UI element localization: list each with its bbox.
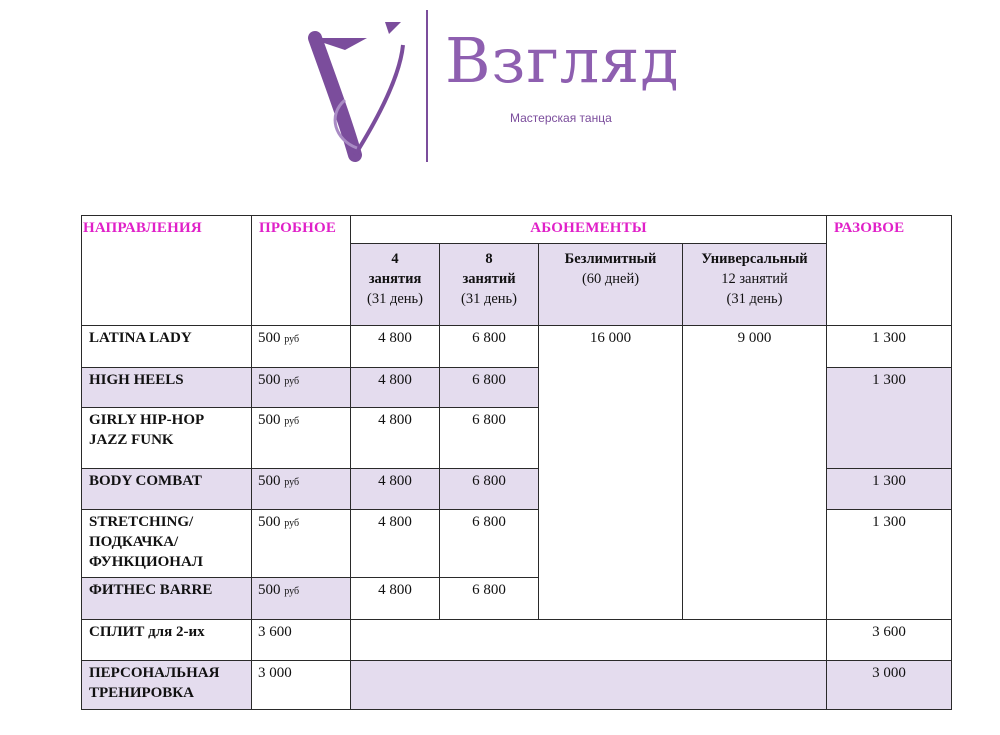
- row-single-price: 1 300: [826, 468, 952, 510]
- brand-logo: [305, 0, 685, 165]
- row-empty-subscriptions: [350, 619, 827, 661]
- row-price-4: 4 800: [350, 407, 440, 469]
- row-trial-price: 500 руб: [251, 367, 351, 408]
- row-price-8: 6 800: [439, 325, 539, 368]
- header-trial: ПРОБНОЕ: [251, 215, 351, 326]
- header-subscriptions: АБОНЕМЕНТЫ: [350, 215, 827, 244]
- subheader-universal: Универсальный 12 занятий (31 день): [682, 243, 827, 326]
- row-single-price: 1 300: [826, 325, 952, 368]
- row-single-price: 1 300: [826, 367, 952, 469]
- row-price-4: 4 800: [350, 325, 440, 368]
- row-price-4: 4 800: [350, 468, 440, 510]
- row-trial-price: 500 руб: [251, 468, 351, 510]
- row-price-8: 6 800: [439, 407, 539, 469]
- row-direction: ПЕРСОНАЛЬНАЯ ТРЕНИРОВКА: [81, 660, 252, 710]
- universal-price: 9 000: [682, 325, 827, 620]
- row-single-price: 1 300: [826, 509, 952, 620]
- row-direction: ФИТНЕС BARRE: [81, 577, 252, 620]
- row-price-8: 6 800: [439, 367, 539, 408]
- subheader-4-sessions: 4 занятия (31 день): [350, 243, 440, 326]
- brand-subtitle: Мастерская танца: [510, 111, 612, 125]
- row-direction: GIRLY HIP-HOP JAZZ FUNK: [81, 407, 252, 469]
- header-single: РАЗОВОЕ: [826, 215, 952, 326]
- row-direction: STRETCHING/ ПОДКАЧКА/ ФУНКЦИОНАЛ: [81, 509, 252, 578]
- row-direction: HIGH HEELS: [81, 367, 252, 408]
- subheader-8-sessions: 8 занятий (31 день): [439, 243, 539, 326]
- row-price-8: 6 800: [439, 577, 539, 620]
- logo-divider: [426, 10, 428, 162]
- row-price-4: 4 800: [350, 367, 440, 408]
- logo-v-mark-icon: [305, 20, 425, 165]
- row-direction: BODY COMBAT: [81, 468, 252, 510]
- row-trial-price: 500 руб: [251, 407, 351, 469]
- brand-name: Взгляд: [445, 24, 680, 97]
- row-price-4: 4 800: [350, 509, 440, 578]
- row-trial-price: 3 000: [251, 660, 351, 710]
- row-trial-price: 3 600: [251, 619, 351, 661]
- unlimited-price: 16 000: [538, 325, 683, 620]
- row-price-4: 4 800: [350, 577, 440, 620]
- header-directions: НАПРАВЛЕНИЯ: [81, 215, 252, 326]
- row-trial-price: 500 руб: [251, 509, 351, 578]
- row-price-8: 6 800: [439, 468, 539, 510]
- row-direction: LATINA LADY: [81, 325, 252, 368]
- row-single-price: 3 000: [826, 660, 952, 710]
- subheader-unlimited: Безлимитный (60 дней): [538, 243, 683, 326]
- row-price-8: 6 800: [439, 509, 539, 578]
- row-direction: СПЛИТ для 2-их: [81, 619, 252, 661]
- row-trial-price: 500 руб: [251, 577, 351, 620]
- row-empty-subscriptions: [350, 660, 827, 710]
- row-single-price: 3 600: [826, 619, 952, 661]
- row-trial-price: 500 руб: [251, 325, 351, 368]
